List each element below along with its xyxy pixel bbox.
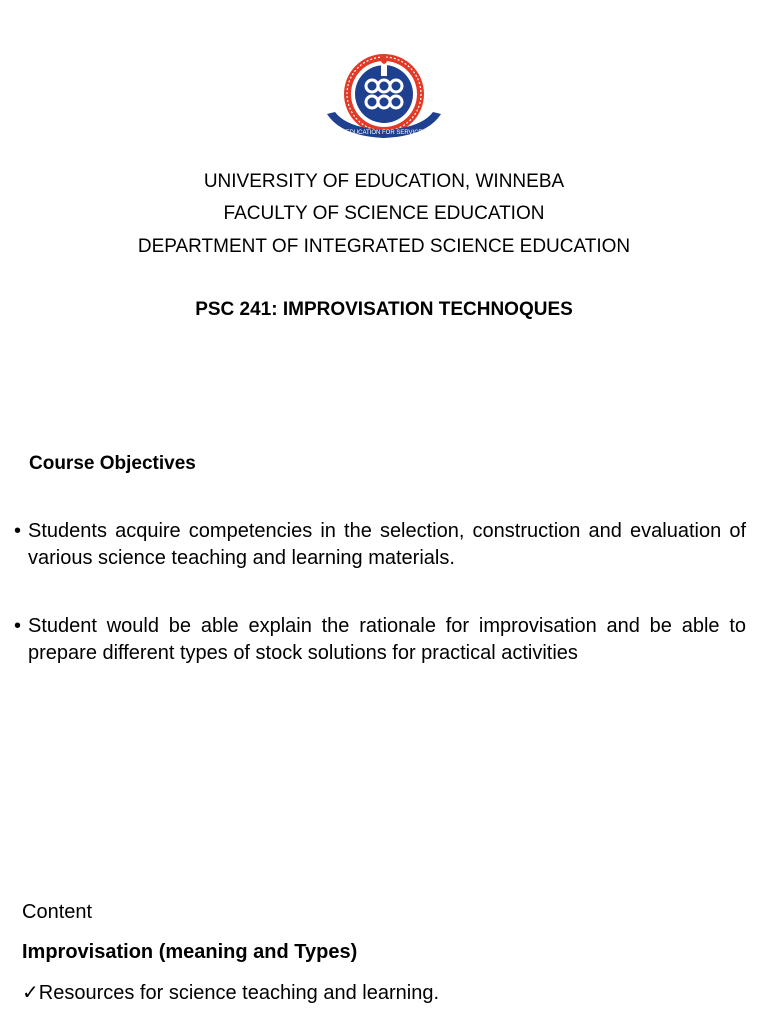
university-logo	[321, 52, 447, 142]
checkmark-icon: ✓	[22, 982, 39, 1004]
department-name: DEPARTMENT OF INTEGRATED SCIENCE EDUCATION	[137, 236, 631, 257]
bullet-icon: •	[14, 520, 22, 542]
objectives-heading: Course Objectives	[29, 453, 196, 474]
content-heading: Improvisation (meaning and Types)	[22, 941, 358, 963]
bullet-icon: •	[14, 615, 22, 637]
content-label: Content	[22, 901, 93, 923]
content-item-1	[22, 980, 439, 1006]
logo-torch-icon	[381, 54, 387, 76]
objective-item-2	[14, 613, 746, 667]
content-item-text: Resources for science teaching and learning.	[38, 982, 439, 1004]
objective-item-1	[14, 518, 746, 572]
faculty-name: FACULTY OF SCIENCE EDUCATION	[223, 203, 545, 224]
objective-item-text: Students acquire competencies in the selection, construction and evaluation of various science teaching and learning materials.	[28, 520, 746, 569]
logo-motto: EDUCATION FOR SERVICE	[345, 130, 423, 136]
course-title: PSC 241: IMPROVISATION TECHNOQUES	[195, 299, 573, 320]
university-name: UNIVERSITY OF EDUCATION, WINNEBA	[203, 171, 565, 192]
objective-item-text: Student would be able explain the rationale for improvisation and be able to prepare different types of stock solutions for practical activities	[28, 615, 746, 664]
